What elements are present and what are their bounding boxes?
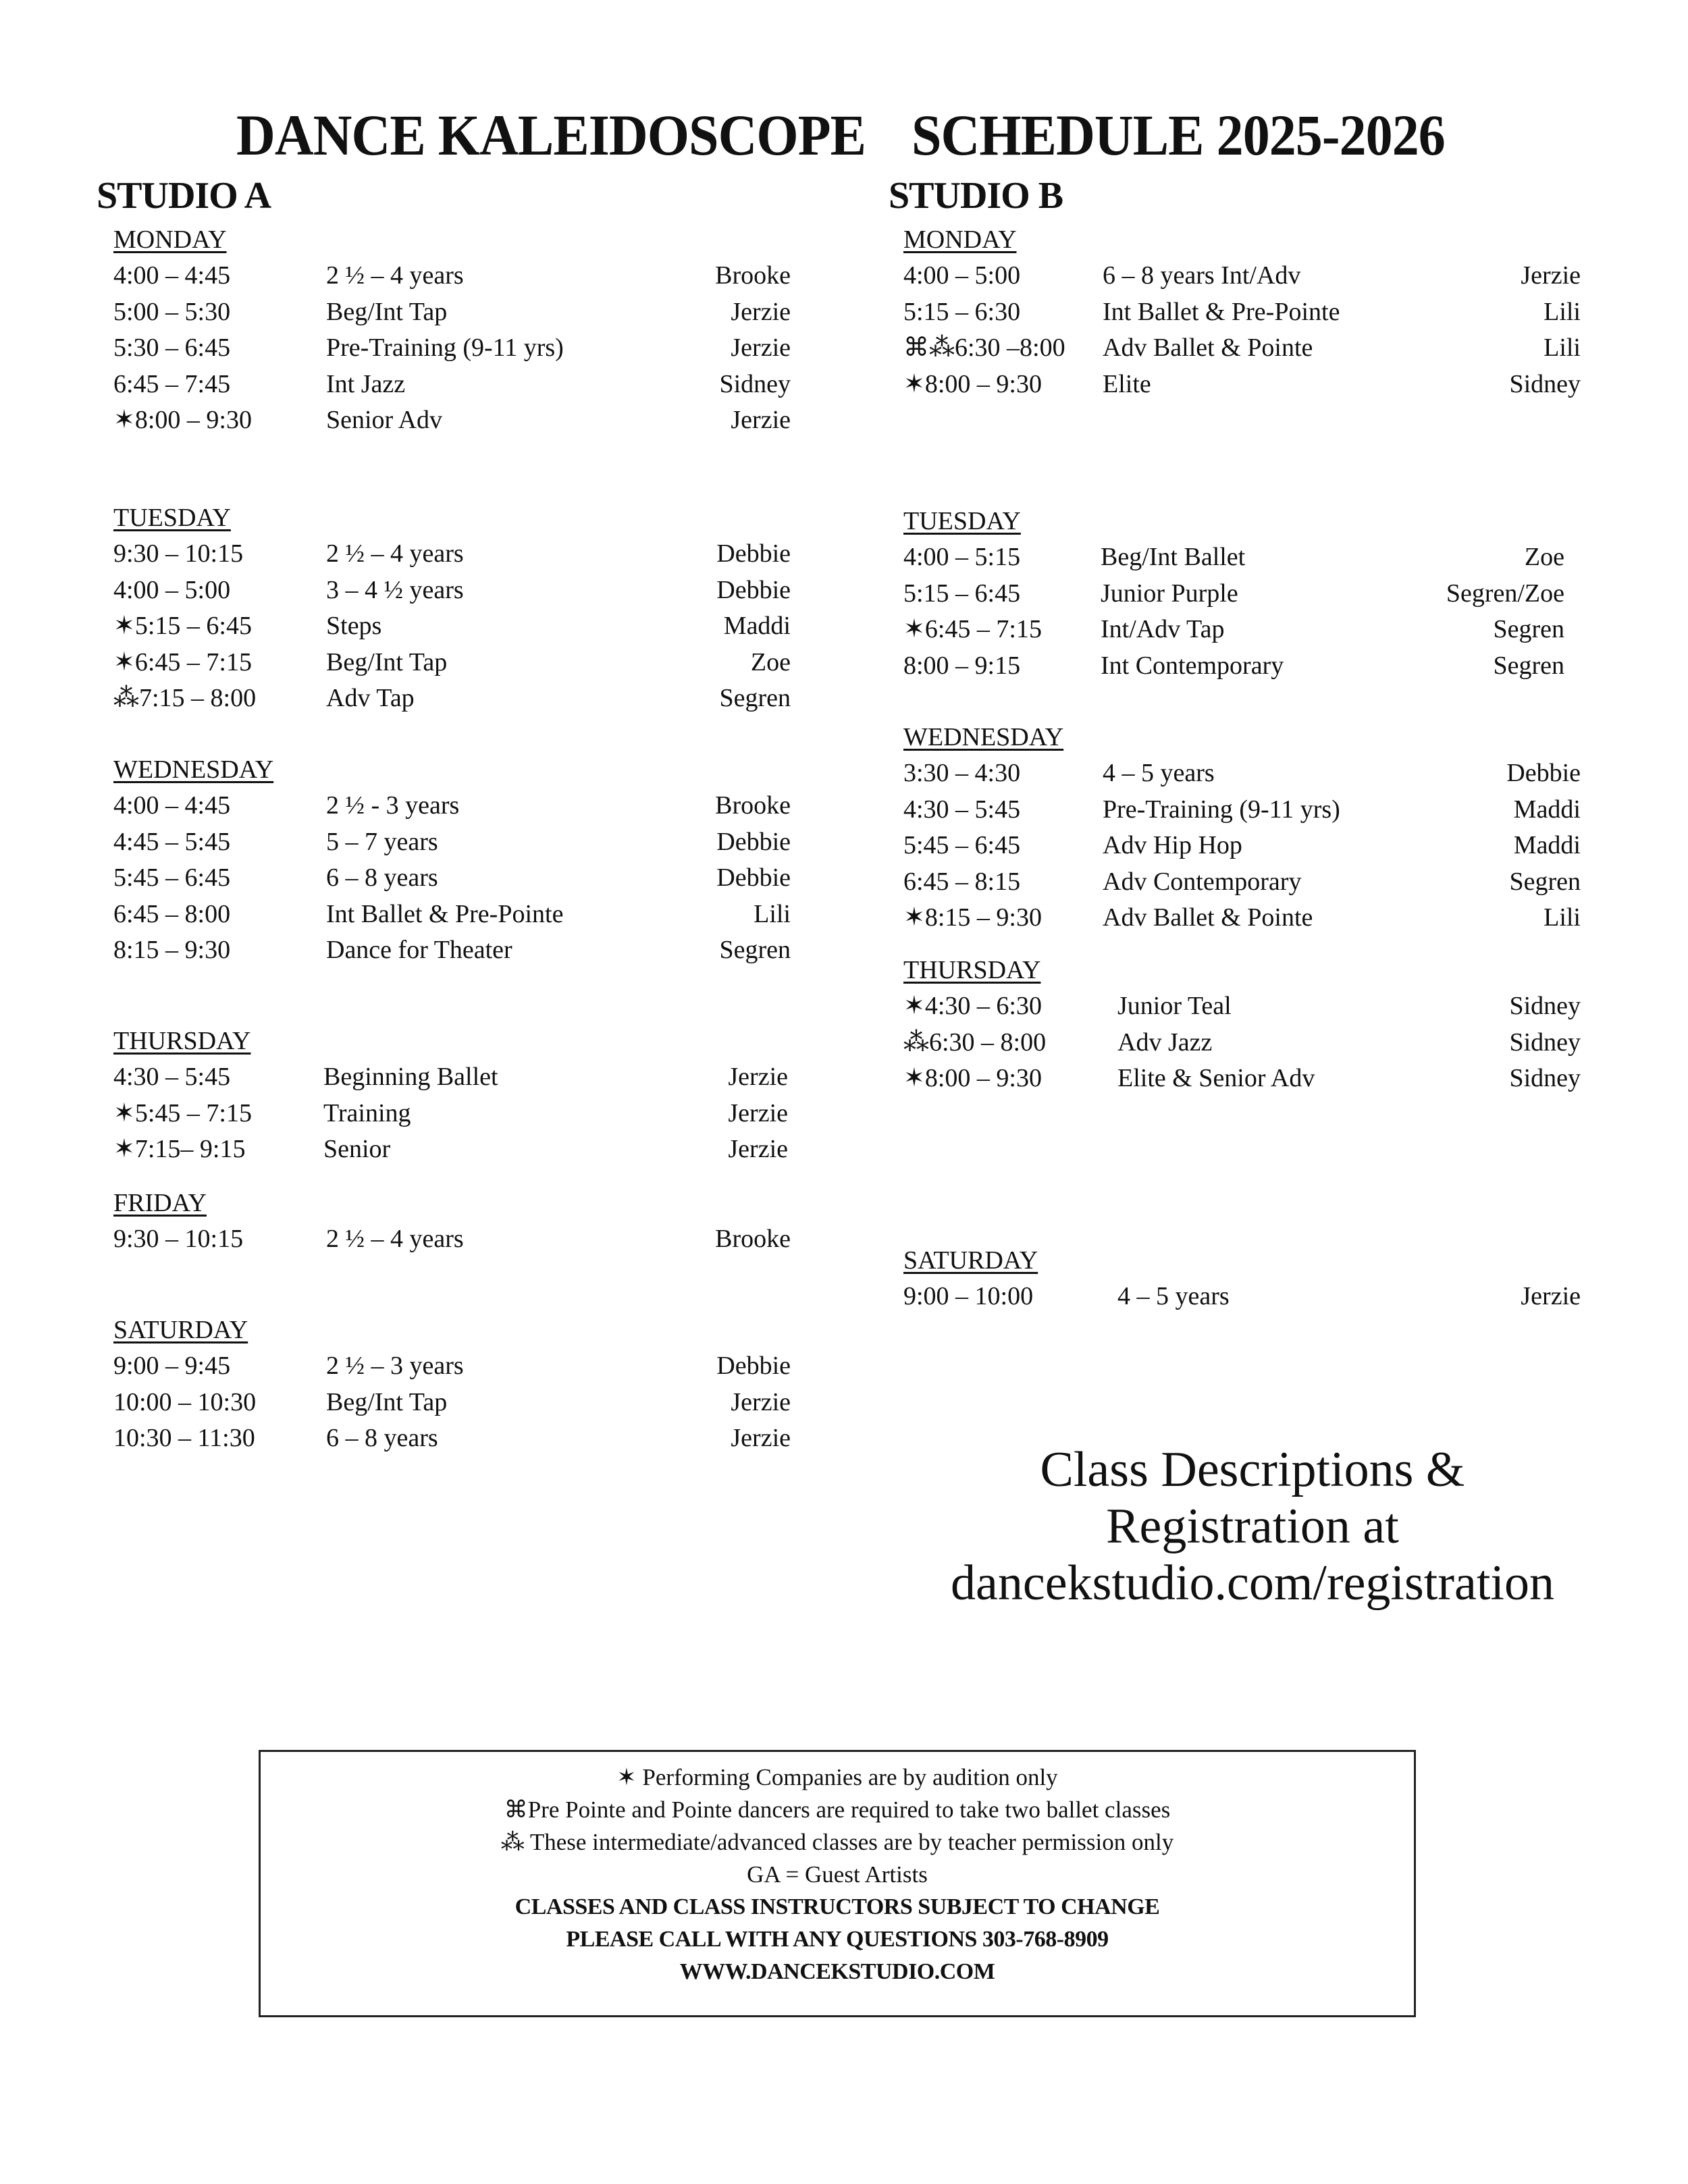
note-website[interactable]: WWW.DANCEKSTUDIO.COM (679, 1959, 995, 1984)
class-row (903, 1279, 1581, 1315)
class-instructor: Debbie (716, 1352, 791, 1380)
day-block-thursday (113, 1023, 791, 1168)
class-time: ✶5:45 – 7:15 (113, 1098, 252, 1127)
note-phone: PLEASE CALL WITH ANY QUESTIONS 303-768-8909 (566, 1927, 1109, 1952)
class-row (113, 1385, 791, 1421)
class-instructor: Maddi (723, 612, 791, 640)
class-instructor: Lili (1544, 903, 1581, 932)
class-name: Dance for Theater (326, 936, 512, 964)
class-row (113, 1221, 791, 1258)
class-time: 4:45 – 5:45 (113, 827, 231, 856)
class-name: Int Jazz (326, 369, 406, 398)
class-instructor: Segren (1509, 867, 1581, 896)
class-name: Adv Ballet & Pointe (1103, 334, 1313, 362)
class-row (113, 572, 791, 609)
day-block-saturday (903, 1242, 1581, 1315)
class-instructor: Debbie (716, 575, 791, 604)
class-instructor: Jerzie (728, 1063, 788, 1091)
class-row (903, 864, 1581, 901)
class-time: 5:00 – 5:30 (113, 297, 231, 326)
class-time: ✶8:00 – 9:30 (113, 406, 252, 434)
class-row (903, 755, 1581, 792)
day-block-saturday (113, 1312, 791, 1457)
class-instructor: Sidney (1509, 1028, 1581, 1057)
class-row (903, 330, 1581, 367)
studio-name-title: DANCE KALEIDOSCOPE (236, 103, 866, 167)
class-row (903, 612, 1581, 648)
class-time: 5:15 – 6:45 (903, 579, 1021, 608)
class-time: ✶8:00 – 9:30 (903, 1064, 1042, 1092)
class-row (903, 648, 1581, 685)
class-instructor: Lili (1544, 297, 1581, 326)
class-name: Beg/Int Ballet (1101, 543, 1246, 571)
class-row (113, 608, 791, 645)
notes-box (259, 1750, 1416, 2017)
class-name: Adv Tap (326, 684, 415, 712)
class-name: Beginning Ballet (323, 1063, 498, 1091)
class-instructor: Sidney (1509, 992, 1581, 1020)
studio-b-heading: STUDIO B (889, 175, 1063, 217)
class-name: Elite (1103, 369, 1151, 398)
class-name: 2 ½ – 4 years (326, 539, 464, 568)
class-row (903, 792, 1581, 828)
registration-url[interactable]: dancekstudio.com/registration (951, 1555, 1554, 1611)
class-name: Pre-Training (9-11 yrs) (1103, 795, 1340, 824)
class-instructor: Segren (719, 936, 791, 964)
class-instructor: Jerzie (728, 1098, 788, 1127)
class-name: Int/Adv Tap (1101, 615, 1225, 643)
class-name: Adv Jazz (1117, 1028, 1213, 1057)
class-row (113, 536, 791, 572)
class-name: Adv Ballet & Pointe (1103, 903, 1313, 932)
class-time: 10:30 – 11:30 (113, 1424, 255, 1452)
day-heading: THURSDAY (903, 956, 1041, 984)
day-block-tuesday (113, 500, 791, 717)
class-time: 9:30 – 10:15 (113, 539, 244, 568)
class-time: 5:15 – 6:30 (903, 297, 1021, 326)
class-instructor: Debbie (716, 827, 791, 856)
class-time: ✶5:15 – 6:45 (113, 612, 252, 640)
class-row (113, 932, 791, 969)
class-name: 2 ½ – 3 years (326, 1352, 464, 1380)
class-time: 4:00 – 5:00 (113, 575, 231, 604)
class-row (113, 824, 791, 861)
class-time: 9:30 – 10:15 (113, 1225, 244, 1253)
class-name: 5 – 7 years (326, 827, 438, 856)
class-time: 6:45 – 7:45 (113, 369, 231, 398)
class-name: Junior Purple (1101, 579, 1238, 608)
class-instructor: Jerzie (731, 1424, 791, 1452)
class-time: ⁂6:30 – 8:00 (903, 1028, 1047, 1057)
class-name: 6 – 8 years Int/Adv (1103, 261, 1301, 290)
day-heading: MONDAY (903, 225, 1017, 254)
class-time: 4:00 – 5:15 (903, 543, 1021, 571)
class-time: 5:30 – 6:45 (113, 334, 231, 362)
class-name: 3 – 4 ½ years (326, 575, 464, 604)
studio-a-heading: STUDIO A (97, 175, 271, 217)
class-row (113, 1420, 791, 1457)
day-heading: SATURDAY (113, 1316, 248, 1344)
day-block-friday (113, 1185, 791, 1258)
class-time: 6:45 – 8:00 (113, 899, 231, 928)
class-name: Beg/Int Tap (326, 647, 448, 676)
class-name: 2 ½ – 4 years (326, 261, 464, 290)
registration-info (898, 1441, 1607, 1612)
class-name: Pre-Training (9-11 yrs) (326, 334, 564, 362)
class-name: 2 ½ – 4 years (326, 1225, 464, 1253)
class-time: 4:30 – 5:45 (113, 1063, 231, 1091)
class-instructor: Sidney (1509, 1064, 1581, 1092)
class-name: Int Ballet & Pre-Pointe (1103, 297, 1340, 326)
class-instructor: Jerzie (731, 1387, 791, 1416)
class-row (113, 681, 791, 717)
class-time: ✶6:45 – 7:15 (113, 647, 252, 676)
class-row (113, 330, 791, 367)
class-instructor: Maddi (1513, 795, 1581, 824)
class-row (113, 294, 791, 331)
registration-line-1: Class Descriptions & (1040, 1442, 1465, 1497)
class-row (903, 294, 1581, 331)
class-instructor: Zoe (1524, 543, 1564, 571)
class-name: Training (323, 1098, 411, 1127)
class-time: ✶6:45 – 7:15 (903, 615, 1042, 643)
class-time: ⁂7:15 – 8:00 (113, 684, 257, 712)
class-name: 2 ½ - 3 years (326, 791, 460, 820)
class-row (113, 645, 791, 681)
class-time: 4:00 – 4:45 (113, 791, 231, 820)
class-name: Senior (323, 1135, 391, 1163)
note-teacher-permission: ⁂ These intermediate/advanced classes are by teacher permission only (500, 1829, 1174, 1855)
class-time: ✶8:15 – 9:30 (903, 903, 1042, 932)
class-time: 4:30 – 5:45 (903, 795, 1021, 824)
class-name: Beg/Int Tap (326, 297, 448, 326)
class-instructor: Segren/Zoe (1446, 579, 1564, 608)
class-name: Elite & Senior Adv (1117, 1064, 1315, 1092)
registration-line-2: Registration at (1106, 1499, 1399, 1554)
class-name: Steps (326, 612, 382, 640)
class-row (113, 1096, 791, 1132)
day-block-wednesday (903, 719, 1581, 936)
class-instructor: Jerzie (731, 334, 791, 362)
class-instructor: Debbie (716, 539, 791, 568)
class-time: 9:00 – 10:00 (903, 1282, 1034, 1310)
day-heading: THURSDAY (113, 1027, 251, 1055)
class-name: Senior Adv (326, 406, 443, 434)
class-time: 3:30 – 4:30 (903, 759, 1021, 787)
class-row (903, 900, 1581, 936)
class-row (113, 1348, 791, 1385)
class-name: Adv Hip Hop (1103, 831, 1242, 859)
class-time: ✶8:00 – 9:30 (903, 369, 1042, 398)
class-time: 4:00 – 4:45 (113, 261, 231, 290)
class-name: Junior Teal (1117, 992, 1232, 1020)
class-time: 4:00 – 5:00 (903, 261, 1021, 290)
class-time: 5:45 – 6:45 (113, 863, 231, 892)
class-time: 9:00 – 9:45 (113, 1352, 231, 1380)
class-name: 4 – 5 years (1103, 759, 1215, 787)
class-instructor: Jerzie (1521, 1282, 1581, 1310)
class-time: 8:00 – 9:15 (903, 651, 1021, 680)
day-heading: SATURDAY (903, 1246, 1038, 1275)
day-heading: TUESDAY (113, 504, 231, 532)
class-time: 6:45 – 8:15 (903, 867, 1021, 896)
class-name: Int Ballet & Pre-Pointe (326, 899, 564, 928)
page-title (0, 101, 1688, 176)
class-instructor: Sidney (1509, 369, 1581, 398)
class-row (113, 402, 791, 439)
class-instructor: Sidney (719, 369, 791, 398)
note-subject-to-change: CLASSES AND CLASS INSTRUCTORS SUBJECT TO CHANGE (515, 1894, 1160, 1919)
class-name: 6 – 8 years (326, 863, 438, 892)
class-row (903, 367, 1581, 403)
class-name: 6 – 8 years (326, 1424, 438, 1452)
day-block-tuesday (903, 503, 1581, 684)
day-block-monday (903, 221, 1581, 402)
class-instructor: Jerzie (731, 297, 791, 326)
class-time: 8:15 – 9:30 (113, 936, 231, 964)
class-instructor: Lili (754, 899, 791, 928)
class-instructor: Brooke (715, 1225, 791, 1253)
class-name: Int Contemporary (1101, 651, 1284, 680)
class-instructor: Segren (1493, 615, 1564, 643)
class-instructor: Debbie (716, 863, 791, 892)
class-instructor: Jerzie (731, 406, 791, 434)
class-time: 5:45 – 6:45 (903, 831, 1021, 859)
class-instructor: Jerzie (1521, 261, 1581, 290)
class-instructor: Debbie (1506, 759, 1581, 787)
class-row (113, 860, 791, 897)
class-time: ✶7:15– 9:15 (113, 1135, 246, 1163)
class-instructor: Segren (1493, 651, 1564, 680)
class-instructor: Zoe (750, 647, 791, 676)
day-heading: FRIDAY (113, 1189, 207, 1217)
day-heading: WEDNESDAY (903, 723, 1064, 751)
class-row (113, 788, 791, 824)
day-heading: TUESDAY (903, 507, 1021, 535)
class-time: ⌘⁂6:30 –8:00 (903, 334, 1065, 362)
class-row (113, 258, 791, 294)
class-row (903, 258, 1581, 294)
class-row (903, 1025, 1581, 1061)
class-name: Beg/Int Tap (326, 1387, 448, 1416)
class-instructor: Brooke (715, 261, 791, 290)
class-instructor: Lili (1544, 334, 1581, 362)
class-row (113, 1131, 791, 1168)
class-row (903, 988, 1581, 1025)
class-row (903, 576, 1581, 612)
day-heading: WEDNESDAY (113, 755, 274, 784)
class-name: Adv Contemporary (1103, 867, 1302, 896)
class-row (903, 828, 1581, 864)
class-time: ✶4:30 – 6:30 (903, 992, 1042, 1020)
day-block-wednesday (113, 751, 791, 969)
schedule-year-title: SCHEDULE 2025-2026 (912, 103, 1445, 167)
note-performing-companies: ✶ Performing Companies are by audition only (616, 1764, 1058, 1790)
class-instructor: Maddi (1513, 831, 1581, 859)
note-guest-artists: GA = Guest Artists (747, 1861, 928, 1888)
class-row (113, 367, 791, 403)
class-name: 4 – 5 years (1117, 1282, 1230, 1310)
note-pointe: ⌘Pre Pointe and Pointe dancers are required to take two ballet classes (504, 1796, 1171, 1823)
class-instructor: Segren (719, 684, 791, 712)
class-instructor: Brooke (715, 791, 791, 820)
class-row (113, 897, 791, 933)
class-time: 10:00 – 10:30 (113, 1387, 257, 1416)
class-row (903, 539, 1581, 576)
class-row (903, 1061, 1581, 1097)
day-block-thursday (903, 952, 1581, 1097)
class-instructor: Jerzie (728, 1135, 788, 1163)
day-block-monday (113, 221, 791, 439)
day-heading: MONDAY (113, 225, 227, 254)
class-row (113, 1059, 791, 1096)
